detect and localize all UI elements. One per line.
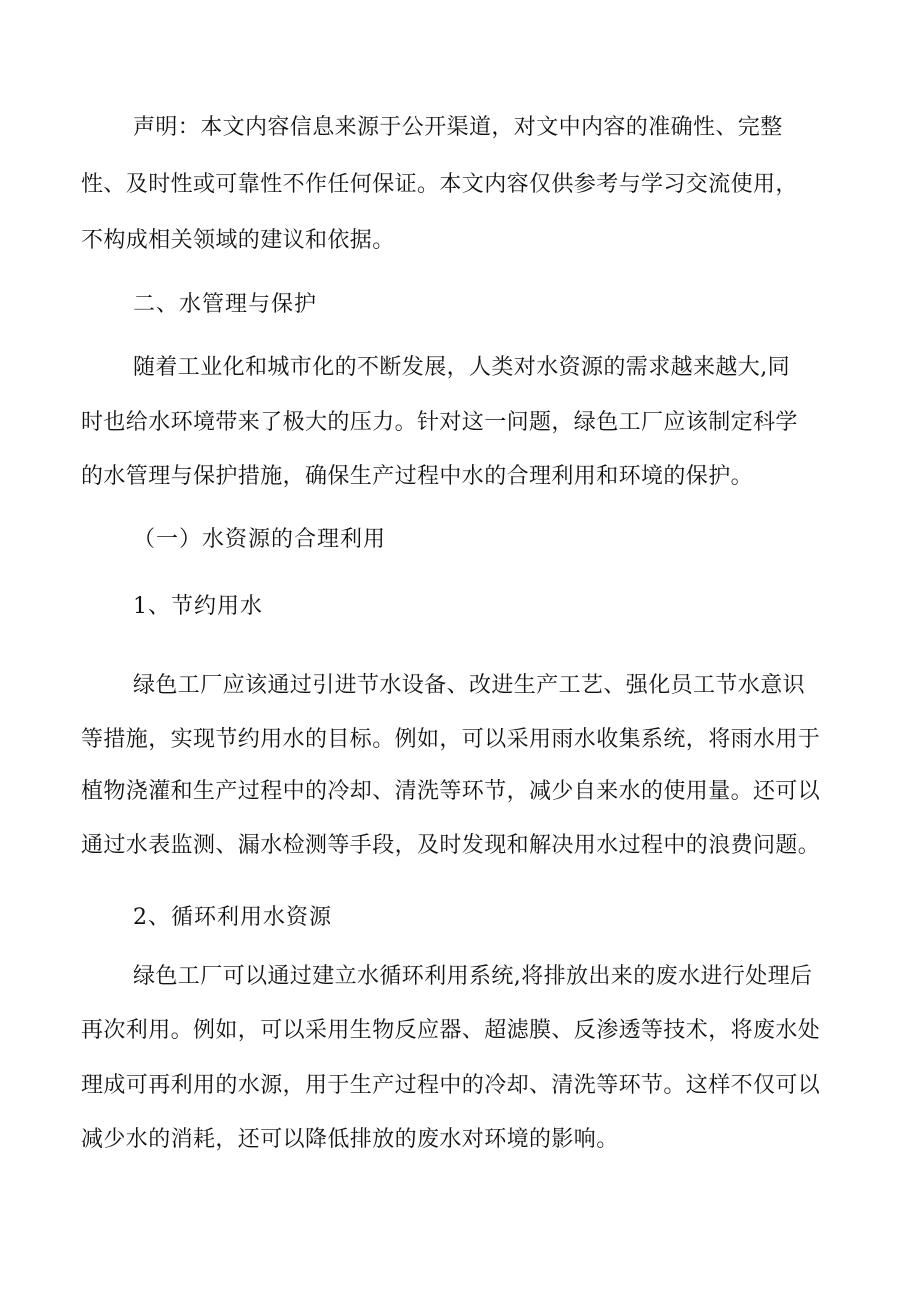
item1-title: 1、节约用水	[133, 594, 263, 619]
item1-line: 绿色工厂应该通过引进节水设备、改进生产工艺、强化员工节水意识	[133, 673, 806, 698]
item1-line: 通过水表监测、漏水检测等手段，及时发现和解决用水过程中的浪费问题。	[81, 833, 821, 858]
item2-line: 再次利用。例如，可以采用生物反应器、超滤膜、反渗透等技术，将废水处	[81, 1018, 821, 1043]
disclaimer-line: 声明：本文内容信息来源于公开渠道，对文中内容的准确性、完整	[133, 115, 783, 140]
intro-line: 的水管理与保护措施，确保生产过程中水的合理利用和环境的保护。	[81, 464, 754, 489]
disclaimer-line: 性、及时性或可靠性不作任何保证。本文内容仅供参考与学习交流使用，	[81, 172, 798, 197]
item2-title: 2、循环利用水资源	[133, 905, 332, 930]
disclaimer-line: 不构成相关领域的建议和依据。	[81, 228, 395, 253]
item2-line: 理成可再利用的水源，用于生产过程中的冷却、清洗等环节。这样不仅可以	[81, 1073, 821, 1098]
item2-line: 减少水的消耗，还可以降低排放的废水对环境的影响。	[81, 1127, 619, 1152]
subsection-title: （一）水资源的合理利用	[133, 527, 387, 552]
item2-line: 绿色工厂可以通过建立水循环利用系统,将排放出来的废水进行处理后	[133, 964, 813, 989]
item1-line: 植物浇灌和生产过程中的冷却、清洗等环节，减少自来水的使用量。还可以	[81, 779, 821, 804]
section-title: 二、水管理与保护	[133, 292, 318, 317]
intro-line: 时也给水环境带来了极大的压力。针对这一问题，绿色工厂应该制定科学	[81, 410, 798, 435]
intro-line: 随着工业化和城市化的不断发展，人类对水资源的需求越来越大,同	[133, 355, 790, 380]
item1-line: 等措施，实现节约用水的目标。例如，可以采用雨水收集系统，将雨水用于	[81, 727, 821, 752]
